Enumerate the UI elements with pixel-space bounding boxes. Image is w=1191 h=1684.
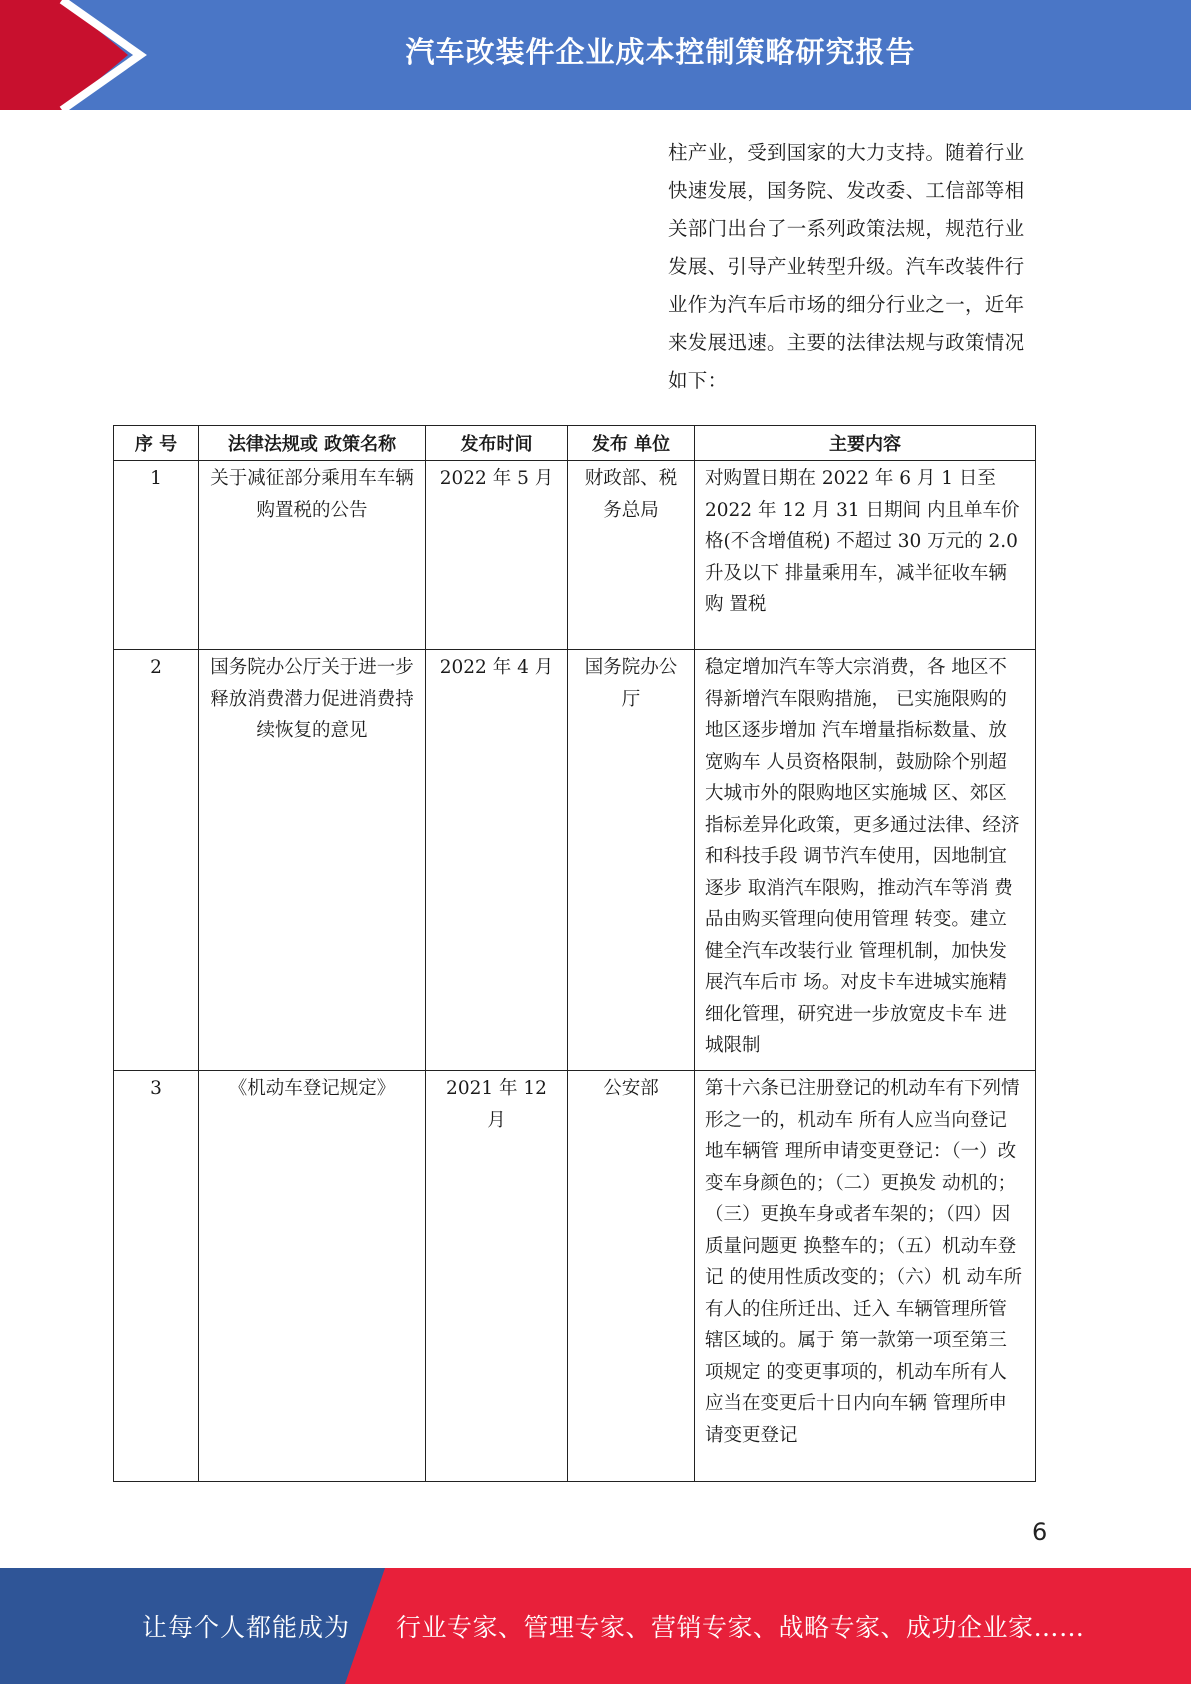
cell-date: 2022 年 5 月	[426, 461, 568, 650]
cell-num: 2	[114, 650, 199, 1071]
table-row	[114, 461, 1036, 650]
cell-content-wrap	[695, 650, 1036, 1071]
cell-org: 公安部	[568, 1071, 695, 1482]
intro-line: 如下：	[668, 369, 728, 392]
cell-num: 3	[114, 1071, 199, 1482]
col-header-date: 发布时间	[426, 426, 568, 461]
intro-line: 业作为汽车后市场的细分行业之一，近年	[668, 293, 1025, 316]
cell-org: 财政部、税务总局	[568, 461, 695, 650]
intro-line: 柱产业，受到国家的大力支持。随着行业	[668, 141, 1025, 164]
footer-slogan-right: 行业专家、管理专家、营销专家、战略专家、成功企业家……	[396, 1613, 1085, 1642]
intro-line: 快速发展，国务院、发改委、工信部等相	[668, 179, 1025, 202]
table-header-row	[114, 426, 1036, 461]
cell-num: 1	[114, 461, 199, 650]
report-title: 汽车改装件企业成本控制策略研究报告	[405, 35, 916, 69]
cell-name: 《机动车登记规定》	[199, 1071, 426, 1482]
footer-banner	[0, 1568, 1191, 1684]
cell-content: 对购置日期在 2022 年 6 月 1 日至 2022 年 12 月 31 日期间 内且单车价格(不含增值税) 不超过 30 万元的 2.0 升及以下 排量乘用车，减半征收车辆购 置税	[695, 461, 1036, 650]
footer-slogan-left: 让每个人都能成为	[142, 1613, 351, 1642]
page-number: 6	[1032, 1518, 1048, 1546]
intro-line: 发展、引导产业转型升级。汽车改装件行	[668, 255, 1025, 278]
header-banner	[0, 0, 1191, 110]
intro-line: 来发展迅速。主要的法律法规与政策情况	[668, 331, 1025, 354]
cell-org: 国务院办公厅	[568, 650, 695, 1071]
intro-line: 关部门出台了一系列政策法规，规范行业	[668, 217, 1025, 240]
table-row	[114, 1071, 1036, 1482]
cell-content: 稳定增加汽车等大宗消费，各 地区不得新增汽车限购措施， 已实施限购的地区逐步增加 汽车增量指标数量、放宽购车 人员资格限制，鼓励除个别超 大城市外的限购地区实施城 区、郊区指标差异化政策，更多通过法律、经济和科技手段 调节汽车使用，因地制宜逐步 取消汽车限购，推动汽车等消 费品由购买管理向使用管理 转变。建立健全汽车改装行业 管理机制，加快发展汽车后市 场。对皮卡车进城实施精细化管理，研究进一步放宽皮卡车 进城限制	[705, 657, 1020, 1056]
cell-content: 第十六条已注册登记的机动车有下列情形之一的，机动车 所有人应当向登记地车辆管 理所申请变更登记：（一）改 变车身颜色的；（二）更换发 动机的；（三）更换车身或者车架的；（四）因质量问题更 换整车的；（五）机动车登记 的使用性质改变的；（六）机 动车所有人的住所迁出、迁入 车辆管理所管辖区域的。属于 第一款第一项至第三项规定 的变更事项的，机动车所有人应当在变更后十日内向车辆 管理所申请变更登记	[695, 1071, 1036, 1482]
policy-table	[113, 425, 1036, 1482]
cell-date: 2022 年 4 月	[426, 650, 568, 1071]
table-row	[114, 650, 1036, 1071]
col-header-org: 发布 单位	[568, 426, 695, 461]
col-header-content: 主要内容	[695, 426, 1036, 461]
cell-name: 关于减征部分乘用车车辆购置税的公告	[199, 461, 426, 650]
cell-name: 国务院办公厅关于进一步释放消费潜力促进消费持续恢复的意见	[199, 650, 426, 1071]
intro-paragraph	[668, 134, 1048, 400]
col-header-name: 法律法规或 政策名称	[199, 426, 426, 461]
cell-date: 2021 年 12 月	[426, 1071, 568, 1482]
col-header-num: 序 号	[114, 426, 199, 461]
